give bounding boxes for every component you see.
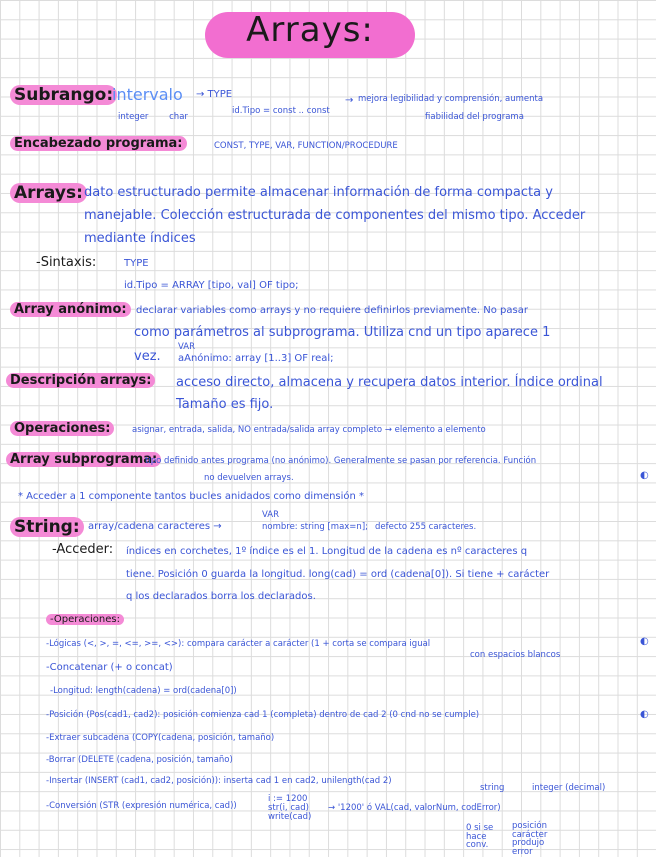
subrango-benefit-line1: mejora legibilidad y comprensión, aumenta — [358, 94, 544, 104]
conv-foot-a: 0 si se hace conv. — [466, 823, 494, 850]
string-ops-label: -Operaciones: — [46, 614, 124, 626]
conv-result: → '1200' ó VAL(cad, valorNum, codError) — [328, 803, 501, 813]
anonimo-label: Array anónimo: — [10, 303, 131, 318]
descripcion-label: Descripción arrays: — [6, 374, 155, 389]
string-acc-line1: índices en corchetes, 1º índice es el 1. Longitud de la cadena es nº caracteres q — [126, 546, 528, 557]
string-var-note: VAR — [262, 510, 279, 520]
arrays-label: Arrays: — [10, 184, 87, 204]
sintaxis-label: -Sintaxis: — [36, 255, 97, 270]
anonimo-line2: como parámetros al subprograma. Utiliza cnd un tipo aparece 1 — [134, 325, 551, 340]
encabezado-value: CONST, TYPE, VAR, FUNCTION/PROCEDURE — [214, 141, 398, 151]
anonimo-line1: declarar variables como arrays y no requiere definirlos previamente. No pasar — [136, 305, 528, 316]
string-line1b: nombre: string [max=n]; — [262, 522, 368, 532]
subrango-label: Subrango: — [10, 86, 117, 106]
anonimo-line3b: aAnónimo: array [1..3] OF real; — [178, 353, 334, 364]
acceder-note: * Acceder a 1 componente tantos bucles anidados como dimensión * — [18, 491, 365, 502]
op-insertar: -Insertar (INSERT (cad1, cad2, posición)): inserta cad 1 en cad2, unilength(cad 2) — [46, 776, 392, 786]
conv-string-note: string — [480, 783, 505, 793]
operaciones-value: asignar, entrada, salida, NO entrada/salida array completo → elemento a elemento — [132, 425, 486, 435]
anonimo-line3a: vez. — [134, 349, 161, 364]
margin-bullet-icon: ◐ — [640, 709, 649, 720]
margin-bullet-icon: ◐ — [640, 636, 649, 647]
string-acc-line3: q los declarados borra los declarados. — [126, 591, 316, 602]
subprograma-label: Array subprograma: — [6, 453, 161, 468]
sintaxis-type: TYPE — [124, 258, 149, 269]
subrango-type-def: id.Tipo = const .. const — [232, 106, 330, 116]
op-logicas: -Lógicas (<, >, =, <=, >=, <>): compara carácter a carácter (1 + corta se compara igual — [46, 639, 431, 649]
encabezado-label: Encabezado programa: — [10, 137, 187, 152]
op-conversion: -Conversión (STR (expresión numérica, cad)) — [46, 801, 237, 811]
subprograma-line2: no devuelven arrays. — [204, 473, 294, 483]
op-posicion: -Posición (Pos(cad1, cad2): posición comienza cad 1 (completa) dentro de cad 2 (0 cnd no se cumple) — [46, 710, 480, 720]
subrango-examples: integer char — [118, 112, 188, 122]
string-acceder-label: -Acceder: — [52, 542, 114, 557]
op-extraer: -Extraer subcadena (COPY(cadena, posición, tamaño) — [46, 733, 275, 743]
subrango-benefit-line2: fiabilidad del programa — [425, 112, 524, 122]
margin-bullet-icon: ◐ — [640, 470, 649, 481]
conv-example: i := 1200 str(i, cad) write(cad) — [268, 794, 312, 822]
subprograma-line1: tipo definido antes programa (no anónimo). Generalmente se pasan por referencia. Función — [145, 456, 537, 466]
subrango-value: intervalo — [112, 85, 183, 104]
op-logicas-note: con espacios blancos — [470, 650, 561, 660]
conv-integer-note: integer (decimal) — [532, 783, 606, 793]
descripcion-line2: Tamaño es fijo. — [176, 397, 274, 412]
operaciones-label: Operaciones: — [10, 422, 114, 437]
anonimo-var-note: VAR — [178, 342, 195, 352]
page-title: Arrays: — [246, 10, 374, 50]
op-longitud: -Longitud: length(cadena) = ord(cadena[0]) — [50, 686, 237, 696]
subrango-arrow-type: → TYPE — [196, 89, 233, 100]
op-concatenar: -Concatenar (+ o concat) — [46, 662, 173, 673]
string-line1c: defecto 255 caracteres. — [375, 522, 477, 532]
string-line1a: array/cadena caracteres → — [88, 521, 222, 532]
subrango-arrow: → — [345, 95, 354, 106]
string-label: String: — [10, 518, 84, 538]
op-borrar: -Borrar (DELETE (cadena, posición, tamaño) — [46, 755, 233, 765]
string-acc-line2: tiene. Posición 0 guarda la longitud. long(cad) = ord (cadena[0]). Si tiene + carácter — [126, 569, 550, 580]
descripcion-line1: acceso directo, almacena y recupera datos interior. Índice ordinal — [176, 375, 603, 390]
sintaxis-def: id.Tipo = ARRAY [tipo, val] OF tipo; — [124, 280, 299, 291]
arrays-line2: manejable. Colección estructurada de componentes del mismo tipo. Acceder — [84, 208, 586, 223]
conv-foot-b: posición carácter produjo error — [512, 821, 548, 857]
arrays-line3: mediante índices — [84, 231, 196, 246]
arrays-line1: dato estructurado permite almacenar información de forma compacta y — [84, 185, 553, 200]
